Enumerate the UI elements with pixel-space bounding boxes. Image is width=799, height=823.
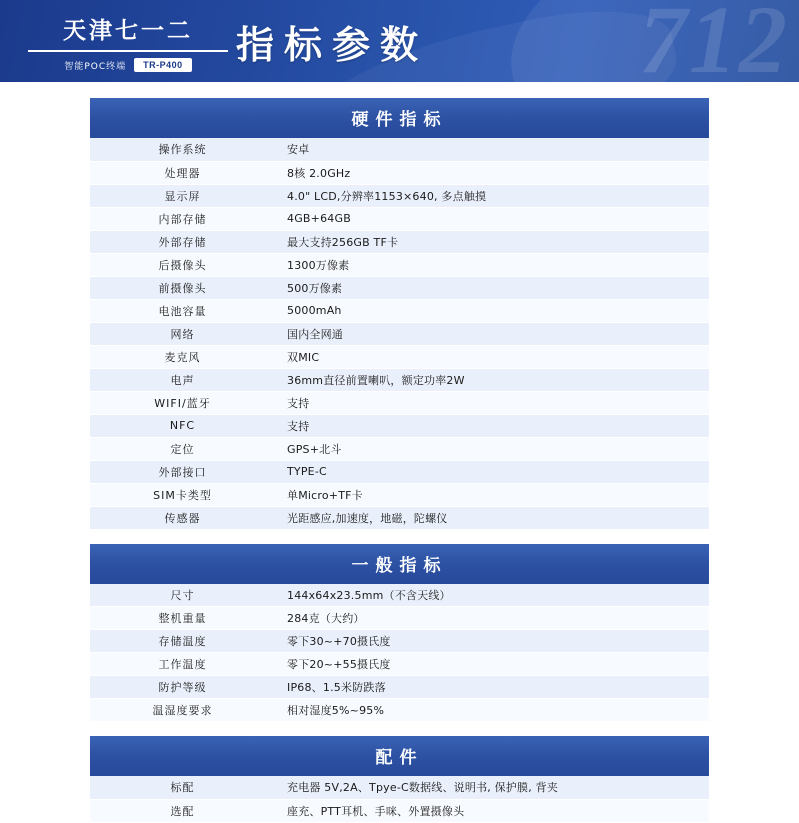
spec-key: 尺寸	[90, 584, 275, 607]
spec-key: 内部存储	[90, 207, 275, 230]
table-row	[90, 276, 709, 299]
spec-content	[0, 82, 799, 823]
spec-value: 4.0" LCD,分辨率1153×640, 多点触摸	[275, 184, 709, 207]
spec-table-hardware	[90, 138, 709, 530]
table-row	[90, 776, 709, 799]
spec-key: 前摄像头	[90, 276, 275, 299]
spec-key: SIM卡类型	[90, 483, 275, 506]
table-row	[90, 483, 709, 506]
section-hardware	[90, 98, 709, 530]
brand-divider	[28, 50, 228, 52]
table-row	[90, 437, 709, 460]
spec-key: 操作系统	[90, 138, 275, 161]
section-accessories	[90, 736, 709, 823]
table-row	[90, 607, 709, 630]
spec-key: 麦克风	[90, 345, 275, 368]
table-row	[90, 460, 709, 483]
brand-subtitle: 智能POC终端	[64, 61, 127, 72]
spec-value: 8核 2.0GHz	[275, 161, 709, 184]
table-row	[90, 414, 709, 437]
spec-value: 284克（大约）	[275, 607, 709, 630]
spec-table-general	[90, 584, 709, 723]
spec-value: 光距感应,加速度，地磁，陀螺仪	[275, 506, 709, 529]
spec-value: 36mm直径前置喇叭，额定功率2W	[275, 368, 709, 391]
spec-value: 双MIC	[275, 345, 709, 368]
section-general	[90, 544, 709, 723]
spec-key: 温湿度要求	[90, 699, 275, 722]
table-row	[90, 584, 709, 607]
brand-logo	[28, 12, 228, 72]
table-row	[90, 207, 709, 230]
spec-value: 单Micro+TF卡	[275, 483, 709, 506]
spec-key: 外部存储	[90, 230, 275, 253]
section-title-hardware: 硬件指标	[90, 98, 709, 138]
table-row	[90, 630, 709, 653]
page-title: 指标参数	[236, 23, 429, 67]
spec-key: 标配	[90, 776, 275, 799]
page-header	[0, 0, 799, 82]
spec-value: 安卓	[275, 138, 709, 161]
spec-key: 存储温度	[90, 630, 275, 653]
spec-value: TYPE-C	[275, 460, 709, 483]
spec-key: 传感器	[90, 506, 275, 529]
table-row	[90, 322, 709, 345]
table-row	[90, 345, 709, 368]
spec-key: 防护等级	[90, 676, 275, 699]
spec-value: 支持	[275, 391, 709, 414]
spec-value: 4GB+64GB	[275, 207, 709, 230]
brand-name: 天津七一二	[63, 18, 193, 44]
spec-value: 充电器 5V,2A、Tpye-C数据线、说明书, 保护膜, 背夹	[275, 776, 709, 799]
spec-key: 网络	[90, 322, 275, 345]
table-row	[90, 799, 709, 822]
spec-key: 电池容量	[90, 299, 275, 322]
spec-value: IP68、1.5米防跌落	[275, 676, 709, 699]
table-row	[90, 184, 709, 207]
spec-key: 整机重量	[90, 607, 275, 630]
spec-key: 定位	[90, 437, 275, 460]
table-row	[90, 299, 709, 322]
section-title-accessories: 配件	[90, 736, 709, 776]
spec-value: 500万像素	[275, 276, 709, 299]
table-row	[90, 506, 709, 529]
spec-value: 最大支持256GB TF卡	[275, 230, 709, 253]
model-badge: TR-P400	[134, 58, 192, 72]
section-title-general: 一般指标	[90, 544, 709, 584]
table-row	[90, 391, 709, 414]
spec-key: 选配	[90, 799, 275, 822]
spec-value: 国内全网通	[275, 322, 709, 345]
spec-value: 支持	[275, 414, 709, 437]
table-row	[90, 676, 709, 699]
spec-key: NFC	[90, 414, 275, 437]
table-row	[90, 368, 709, 391]
spec-key: 后摄像头	[90, 253, 275, 276]
table-row	[90, 653, 709, 676]
spec-value: 座充、PTT耳机、手咪、外置摄像头	[275, 799, 709, 822]
table-row	[90, 253, 709, 276]
spec-value: 144x64x23.5mm（不含天线）	[275, 584, 709, 607]
spec-key: 工作温度	[90, 653, 275, 676]
spec-table-accessories	[90, 776, 709, 823]
brand-subtitle-row	[28, 58, 228, 72]
table-row	[90, 230, 709, 253]
table-row	[90, 699, 709, 722]
spec-value: GPS+北斗	[275, 437, 709, 460]
spec-value: 相对湿度5%~95%	[275, 699, 709, 722]
spec-value: 5000mAh	[275, 299, 709, 322]
spec-key: 电声	[90, 368, 275, 391]
spec-key: 外部接口	[90, 460, 275, 483]
table-row	[90, 161, 709, 184]
watermark-text: 712	[639, 0, 789, 82]
spec-key: WIFI/蓝牙	[90, 391, 275, 414]
spec-value: 1300万像素	[275, 253, 709, 276]
table-row	[90, 138, 709, 161]
spec-key: 显示屏	[90, 184, 275, 207]
spec-value: 零下30~+70摄氏度	[275, 630, 709, 653]
spec-key: 处理器	[90, 161, 275, 184]
spec-value: 零下20~+55摄氏度	[275, 653, 709, 676]
